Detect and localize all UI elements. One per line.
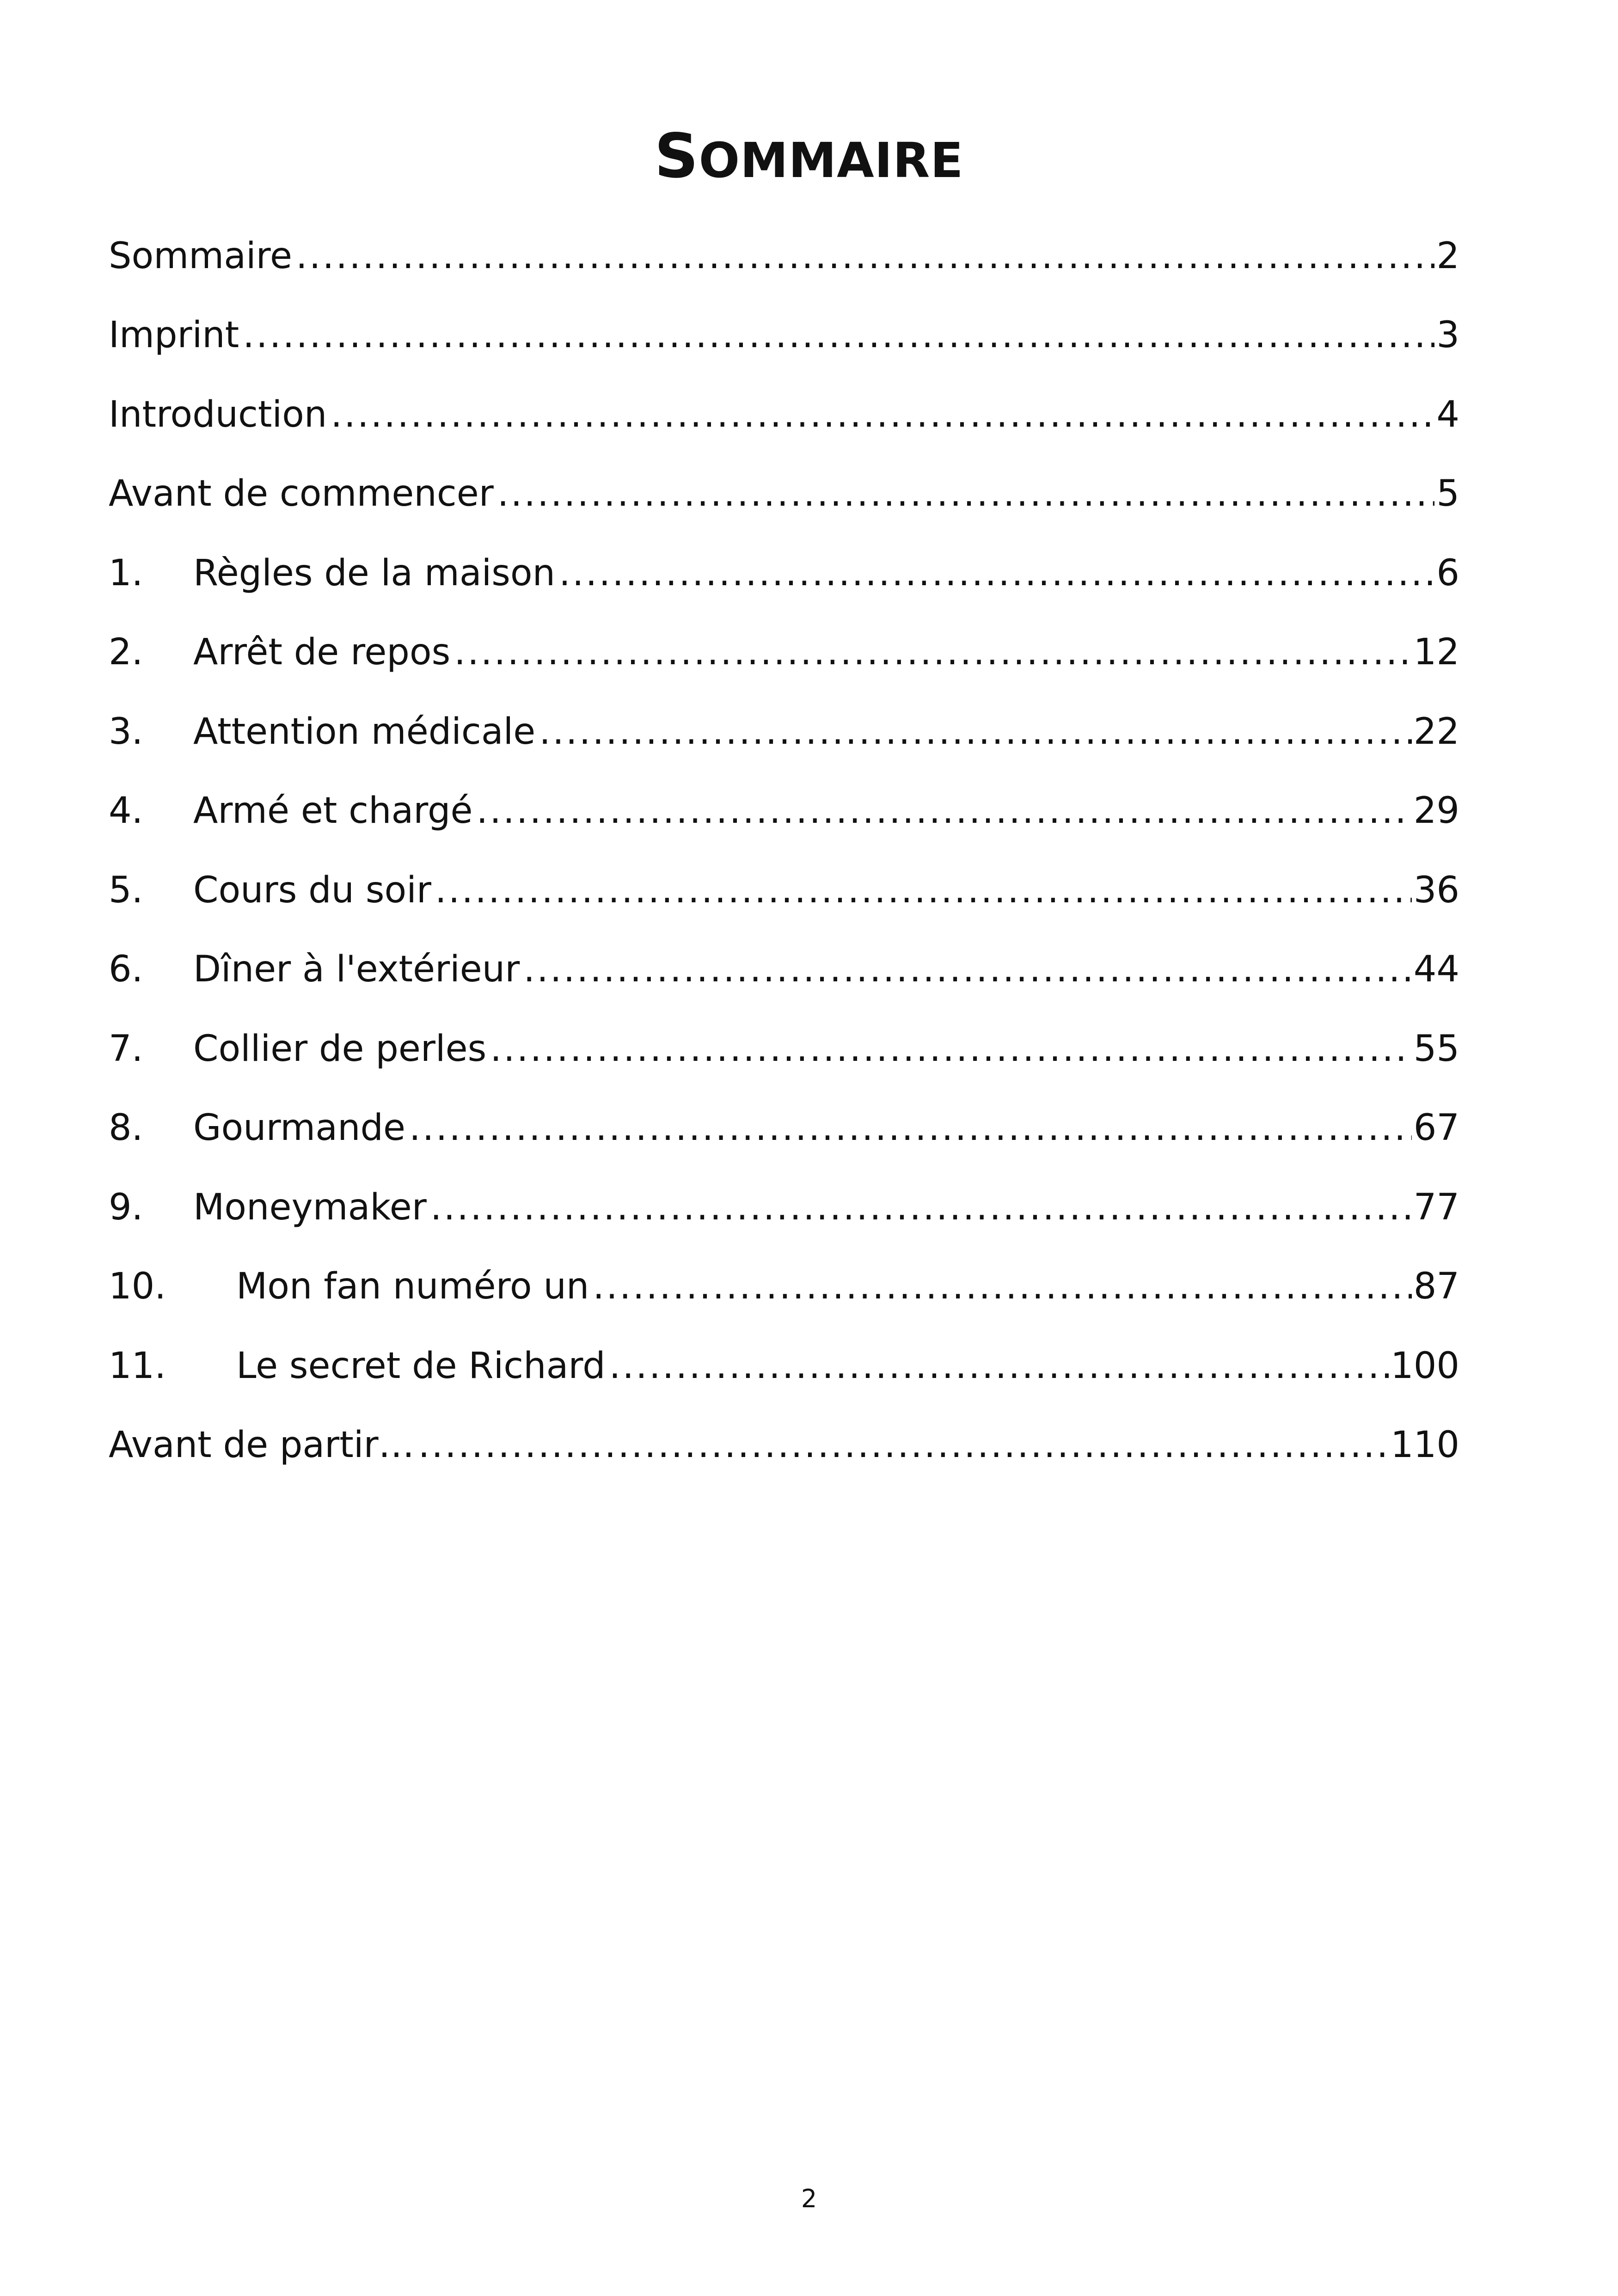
toc-chapter-entry[interactable]: [109, 692, 1459, 771]
page-title-rest: OMMAIRE: [699, 132, 964, 189]
toc-entry-page: 55: [1413, 1028, 1459, 1070]
toc-chapter-number: 4.: [109, 790, 143, 832]
toc-entry-title: Moneymaker: [193, 1186, 427, 1228]
toc-entry[interactable]: [109, 216, 1459, 296]
dot-leader: [454, 630, 1411, 674]
toc-chapter-number: 9.: [109, 1186, 143, 1228]
toc-entry-page: 67: [1413, 1107, 1459, 1149]
toc-entry-page: 2: [1436, 235, 1459, 277]
toc-chapter-entry[interactable]: [109, 1089, 1459, 1168]
toc-entry-title: Le secret de Richard: [236, 1345, 606, 1387]
toc-entry-title: Cours du soir: [193, 869, 431, 911]
dot-leader: [539, 710, 1411, 754]
toc-entry-title: Mon fan numéro un: [236, 1266, 589, 1308]
toc-entry-page: 12: [1413, 631, 1459, 673]
toc-chapter-number: 5.: [109, 869, 143, 911]
toc-chapter-number: 10.: [109, 1266, 166, 1308]
dot-leader: [430, 1185, 1412, 1230]
toc-entry-title: Gourmande: [193, 1107, 406, 1149]
toc-entry-title: Avant de partir…: [109, 1424, 415, 1466]
dot-leader: [243, 313, 1434, 357]
toc-chapter-entry[interactable]: [109, 771, 1459, 851]
dot-leader: [593, 1264, 1411, 1309]
toc-entry-title: Attention médicale: [193, 710, 536, 753]
toc-entry[interactable]: [109, 1406, 1459, 1485]
dot-leader: [418, 1423, 1389, 1467]
toc-entry-title: Armé et chargé: [193, 790, 473, 832]
page-title-initial: S: [654, 121, 699, 192]
toc-entry-page: 29: [1413, 790, 1459, 832]
toc-chapter-entry[interactable]: [109, 930, 1459, 1010]
toc-entry-title: Règles de la maison: [193, 552, 556, 594]
toc-entry-page: 87: [1413, 1266, 1459, 1308]
toc-entry-page: 77: [1413, 1186, 1459, 1228]
dot-leader: [331, 392, 1434, 437]
toc-chapter-number: 1.: [109, 552, 143, 594]
toc-entry-title: Arrêt de repos: [193, 631, 451, 673]
toc-entry-page: 5: [1436, 473, 1459, 515]
page-number: 2: [801, 2184, 817, 2213]
toc-chapter-entry[interactable]: [109, 1326, 1459, 1406]
dot-leader: [559, 551, 1434, 595]
toc-entry-title: Collier de perles: [193, 1028, 487, 1070]
table-of-contents: [109, 216, 1459, 1485]
toc-chapter-entry[interactable]: [109, 1247, 1459, 1327]
toc-entry-page: 44: [1413, 949, 1459, 991]
toc-chapter-number: 8.: [109, 1107, 143, 1149]
dot-leader: [477, 789, 1412, 833]
dot-leader: [296, 234, 1434, 278]
toc-entry-page: 3: [1436, 314, 1459, 356]
toc-entry-page: 110: [1391, 1424, 1459, 1466]
toc-entry-page: 36: [1413, 869, 1459, 911]
toc-chapter-number: 11.: [109, 1345, 166, 1387]
dot-leader: [497, 471, 1435, 516]
toc-entry-title: Introduction: [109, 393, 327, 435]
toc-chapter-entry[interactable]: [109, 613, 1459, 692]
dot-leader: [523, 947, 1411, 992]
toc-chapter-number: 6.: [109, 949, 143, 991]
toc-entry-title: Avant de commencer: [109, 473, 494, 515]
toc-chapter-number: 2.: [109, 631, 143, 673]
toc-chapter-number: 3.: [109, 710, 143, 753]
toc-chapter-entry[interactable]: [109, 1168, 1459, 1247]
dot-leader: [435, 868, 1412, 912]
toc-entry[interactable]: [109, 375, 1459, 454]
page-title: [0, 119, 1618, 197]
toc-entry-title: Dîner à l'extérieur: [193, 949, 520, 991]
toc-entry-page: 22: [1413, 710, 1459, 753]
toc-chapter-entry[interactable]: [109, 851, 1459, 930]
toc-entry-page: 4: [1436, 393, 1459, 435]
toc-entry-page: 6: [1436, 552, 1459, 594]
toc-entry-title: Sommaire: [109, 235, 293, 277]
dot-leader: [409, 1106, 1412, 1150]
toc-entry[interactable]: [109, 454, 1459, 534]
toc-entry-page: 100: [1391, 1345, 1459, 1387]
toc-chapter-entry[interactable]: [109, 1009, 1459, 1089]
dot-leader: [490, 1027, 1412, 1071]
dot-leader: [609, 1344, 1389, 1388]
toc-chapter-entry[interactable]: [109, 533, 1459, 613]
toc-entry-title: Imprint: [109, 314, 239, 356]
toc-chapter-number: 7.: [109, 1028, 143, 1070]
toc-entry[interactable]: [109, 296, 1459, 375]
